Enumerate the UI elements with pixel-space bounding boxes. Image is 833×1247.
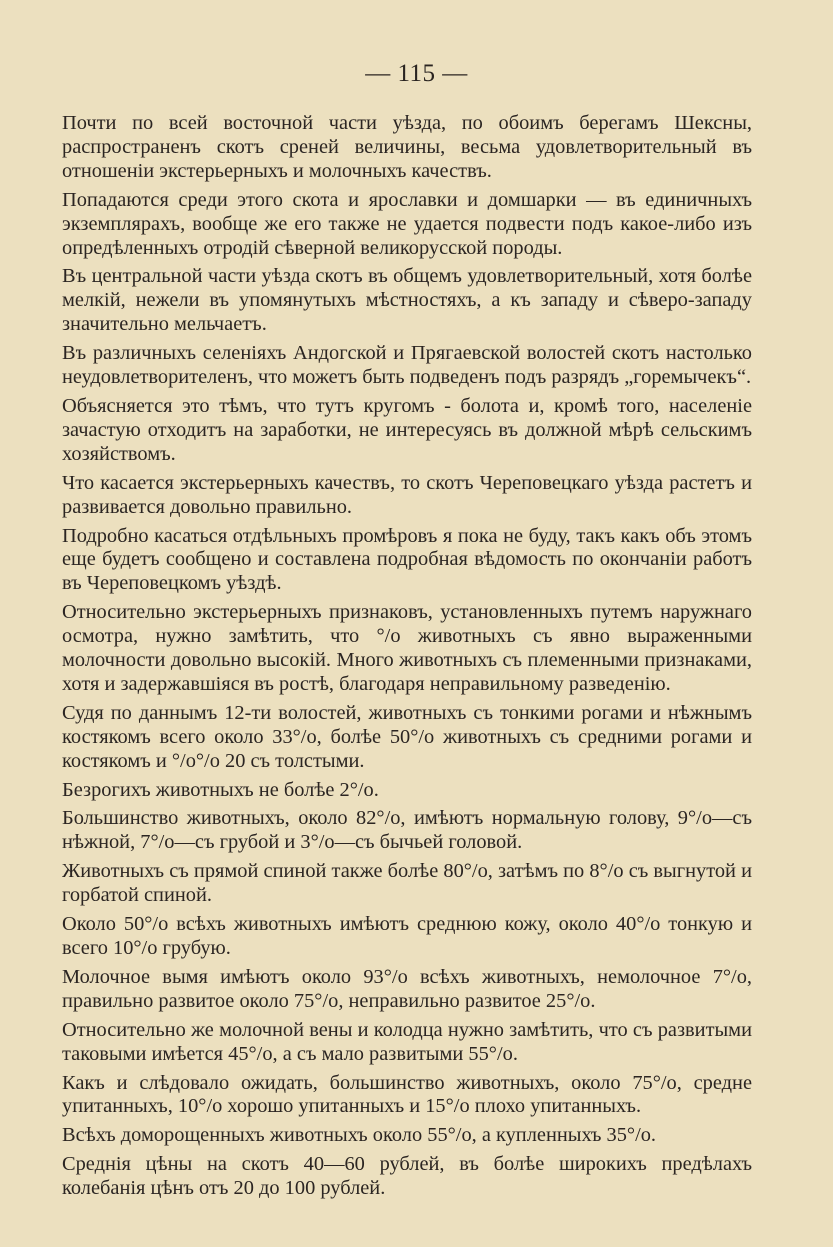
page-number: — 115 —: [365, 60, 468, 87]
body-text: [62, 112, 752, 1206]
paragraph: Почти по всей восточной части уѣзда, по обоимъ берегамъ Шексны, распространенъ скотъ среней величины, весьма удовлетворительный въ отношеніи экстерьерныхъ и молочныхъ качествъ.: [62, 112, 752, 182]
paragraph: Относительно экстерьерныхъ признаковъ, установленныхъ путемъ наружнаго осмотра, нужно замѣтить, что °/o животныхъ съ явно выраженными молочности довольно высокій. Много животныхъ съ племенными признаками, хотя и задержавшіяся въ ростѣ, благодаря неправильному разведенію.: [62, 601, 752, 695]
paragraph: Животныхъ съ прямой спиной также болѣе 80°/o, затѣмъ по 8°/o съ выгнутой и горбатой спиной.: [62, 860, 752, 907]
paragraph: Среднія цѣны на скотъ 40—60 рублей, въ болѣе широкихъ предѣлахъ колебанія цѣнъ отъ 20 до 100 рублей.: [62, 1153, 752, 1200]
paragraph: Въ различныхъ селеніяхъ Андогской и Прягаевской волостей скотъ настолько неудовлетворителенъ, что можетъ быть подведенъ подъ разрядъ „горемычекъ“.: [62, 342, 752, 389]
paragraph: Что касается экстерьерныхъ качествъ, то скотъ Череповецкаго уѣзда растетъ и развивается довольно правильно.: [62, 471, 752, 518]
paragraph: Всѣхъ доморощенныхъ животныхъ около 55°/o, а купленныхъ 35°/o.: [62, 1124, 657, 1147]
paragraph: Въ центральной части уѣзда скотъ въ общемъ удовлетворительный, хотя болѣе мелкій, нежели въ упомянутыхъ мѣстностяхъ, а къ западу и сѣверо-западу значительно мельчаетъ.: [62, 265, 752, 336]
paragraph: Попадаются среди этого скота и ярославки и домшарки — въ единичныхъ экземплярахъ, вообще же его также не удается подвести подъ какое-либо изъ опредѣленныхъ отродій сѣверной великорусской породы.: [62, 188, 752, 259]
paragraph: Молочное вымя имѣютъ около 93°/o всѣхъ животныхъ, немолочное 7°/o, правильно развитое около 75°/o, неправильно развитое 25°/o.: [62, 965, 752, 1012]
paragraph: Объясняется это тѣмъ, что тутъ кругомъ - болота и, кромѣ того, населеніе зачастую отходитъ на заработки, не интересуясь въ должной мѣрѣ сельскимъ хозяйствомъ.: [62, 394, 752, 465]
paragraph: Безрогихъ животныхъ не болѣе 2°/o.: [62, 778, 379, 801]
paragraph: Подробно касаться отдѣльныхъ промѣровъ я пока не буду, такъ какъ объ этомъ еще будетъ сообщено и составлена подробная вѣдомость по окончаніи работъ въ Череповецкомъ уѣздѣ.: [62, 524, 752, 595]
paragraph: Какъ и слѣдовало ожидать, большинство животныхъ, около 75°/o, средне упитанныхъ, 10°/o хорошо упитанныхъ и 15°/o плохо упитанныхъ.: [62, 1071, 752, 1118]
paragraph: Около 50°/o всѣхъ животныхъ имѣютъ среднюю кожу, около 40°/o тонкую и всего 10°/o грубую.: [62, 913, 752, 959]
paragraph: Судя по даннымъ 12-ти волостей, животныхъ съ тонкими рогами и нѣжнымъ костякомъ всего около 33°/o, болѣе 50°/o животныхъ съ средними рогами и костякомъ и °/o°/o 20 съ толстыми.: [62, 701, 752, 772]
paragraph: Большинство животныхъ, около 82°/o, имѣютъ нормальную голову, 9°/o—съ нѣжной, 7°/o—съ грубой и 3°/o—съ бычьей головой.: [62, 807, 752, 854]
paragraph: Относительно же молочной вены и колодца нужно замѣтить, что съ развитыми таковыми имѣется 45°/o, а съ мало развитыми 55°/o.: [62, 1018, 752, 1065]
